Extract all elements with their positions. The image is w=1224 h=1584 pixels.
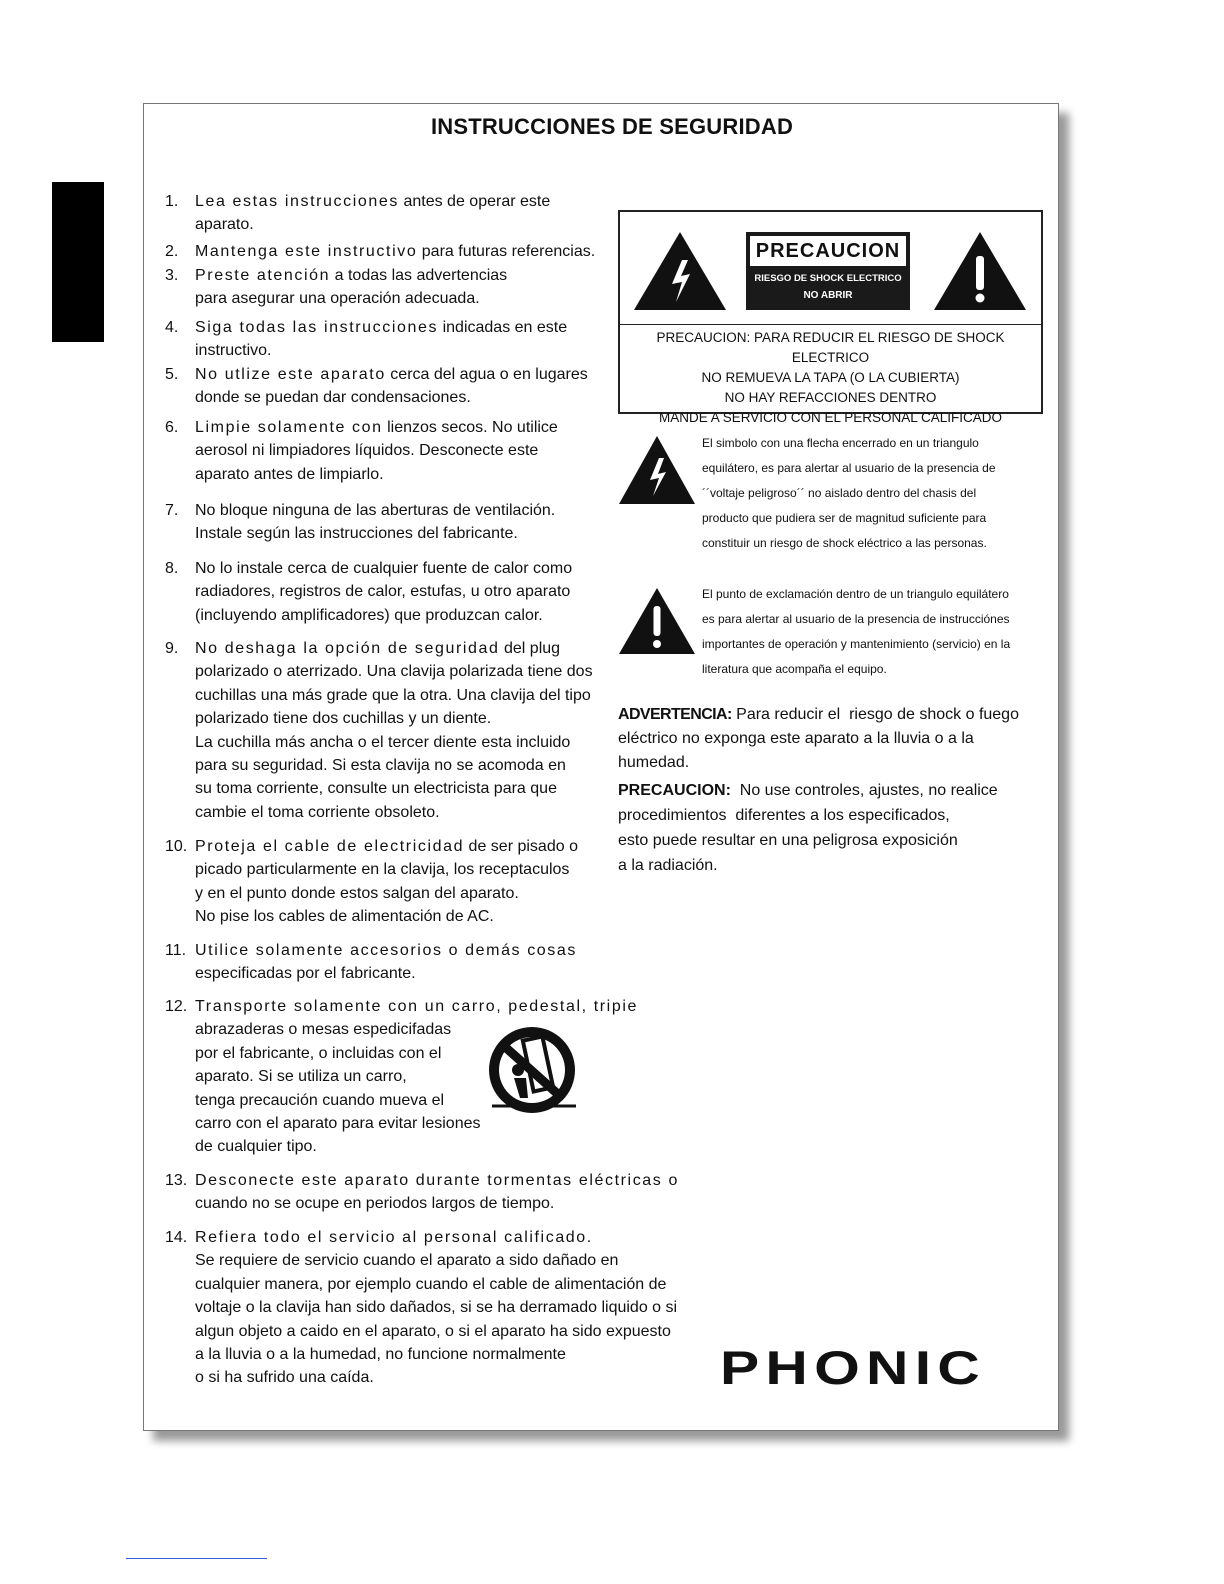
precaucion-paragraph: PRECAUCION: No use controles, ajustes, no realice procedimientos diferentes a los especificados, esto puede resultar en una peligrosa exposición a la radiación. xyxy=(618,782,998,874)
caution-box xyxy=(618,210,1043,425)
section-tab xyxy=(52,182,104,342)
phonic-logo: PHONIC xyxy=(720,1341,986,1394)
lightning-triangle-icon xyxy=(617,434,697,506)
lightning-explanation: El simbolo con una flecha encerrado en un triangulo equilátero, es para alertar al usuario de la presencia de ´´voltaje peligroso´´ no aislado dentro del chasis del producto que pudiera ser de magnitud suficiente para constituir un riesgo de shock eléctrico a las personas. xyxy=(702,436,996,550)
precaucion-label: PRECAUCION RIESGO DE SHOCK ELECTRICO NO ABRIR xyxy=(746,232,910,310)
exclamation-triangle-icon xyxy=(617,586,697,656)
exclamation-triangle-icon xyxy=(932,230,1028,312)
footer-line xyxy=(126,1558,267,1559)
cart-warning-icon xyxy=(484,1026,584,1116)
lightning-triangle-icon xyxy=(632,230,728,312)
caution-text: PRECAUCION: PARA REDUCIR EL RIESGO DE SHOCK ELECTRICO NO REMUEVA LA TAPA (O LA CUBIERTA) NO HAY REFACCIONES DENTRO MANDE A SERVICIO CON EL PERSONAL CALIFICADO xyxy=(656,330,1005,425)
advertencia-paragraph: ADVERTENCIA: Para reducir el riesgo de shock o fuego eléctrico no exponga este aparato a la lluvia o a la humedad. xyxy=(618,706,1019,771)
page-title: INSTRUCCIONES DE SEGURIDAD xyxy=(430,114,794,139)
exclamation-explanation: El punto de exclamación dentro de un triangulo equilátero es para alertar al usuario de la presencia de instrucciónes importantes de operación y mantenimiento (servicio) en la literatura que acompaña el equipo. xyxy=(702,587,1011,676)
caution-divider xyxy=(620,324,1041,325)
